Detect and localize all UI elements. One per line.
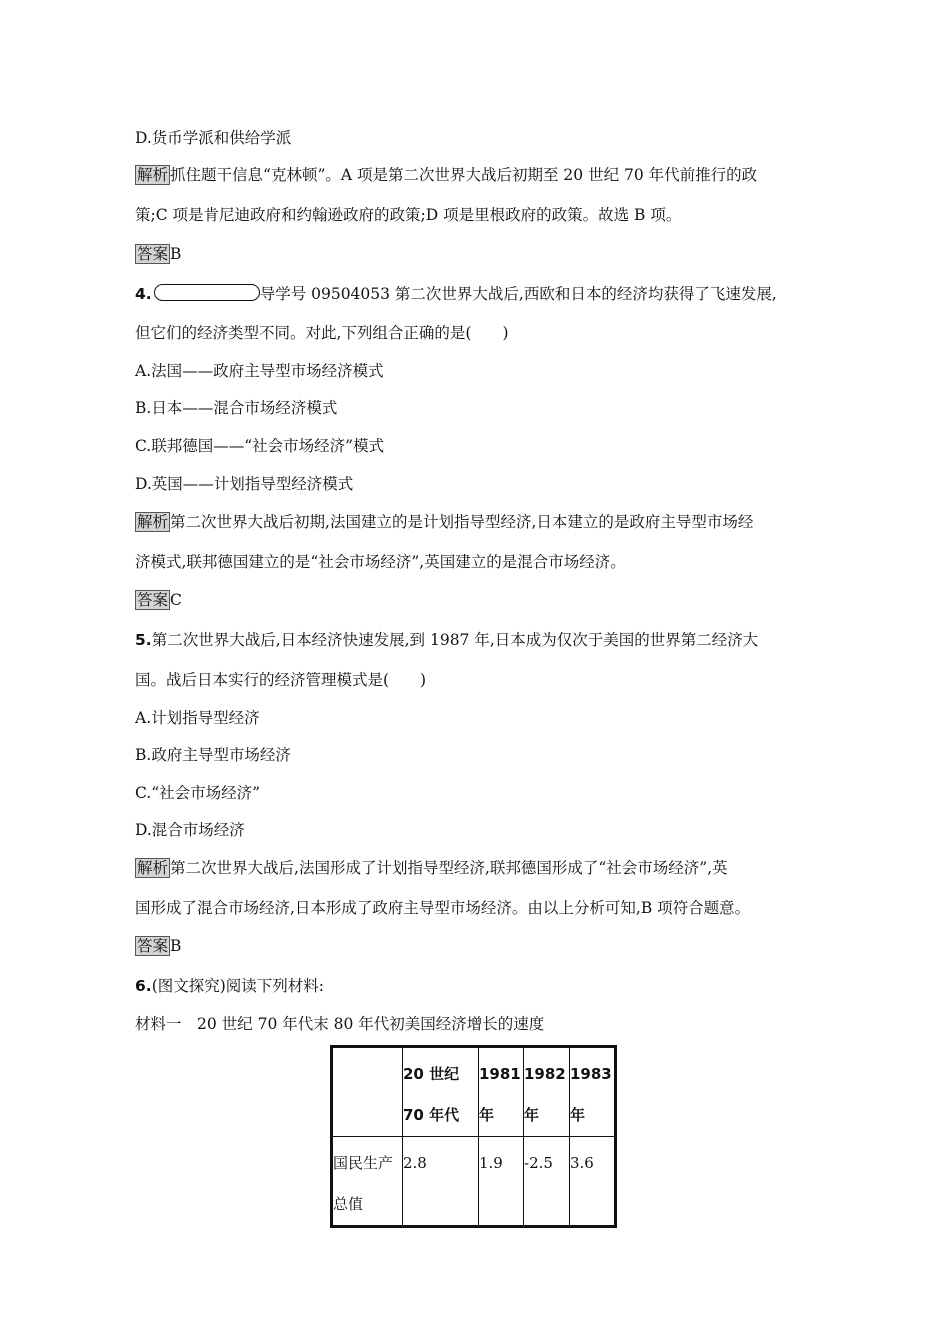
q3-answer [135,243,181,265]
q5-stem-line-1 [135,629,758,651]
q5-stem-line-2: 国。战后日本实行的经济管理模式是( ) [135,671,427,689]
answer-value: B [170,937,182,955]
question-stem: (图文探究)阅读下列材料: [151,977,325,995]
table-cell: 2.8 [403,1137,479,1227]
q5-option-b: B.政府主导型市场经济 [135,746,291,764]
q5-analysis-line-1 [135,857,728,879]
q5-option-d: D.混合市场经济 [135,821,245,839]
q6-stem [135,975,324,997]
table-cell: 1.9 [479,1137,524,1227]
table-header-cell [332,1047,403,1137]
table-row-label: 国民生产总值 [332,1137,403,1227]
analysis-tag: 解析 [137,513,169,531]
analysis-text: 抓住题干信息“克林顿”。A 项是第二次世界大战后初期至 20 世纪 70 年代前推行的政 [170,166,758,184]
guide-number-box-icon [154,284,260,301]
table-header-cell: 1982 年 [524,1047,570,1137]
analysis-tag: 解析 [137,859,169,877]
answer-tag: 答案 [137,591,169,609]
q4-stem-line-1 [135,283,777,305]
question-number: 5. [135,631,152,649]
answer-tag: 答案 [137,245,169,263]
table-header-cell: 1983 年 [570,1047,616,1137]
question-number: 4. [135,285,152,303]
q4-stem-line-2: 但它们的经济类型不同。对此,下列组合正确的是( ) [135,324,509,342]
analysis-tag: 解析 [137,166,169,184]
material-title: 材料一 20 世纪 70 年代末 80 年代初美国经济增长的速度 [135,1015,545,1033]
answer-tag: 答案 [137,937,169,955]
q5-option-c: C.“社会市场经济” [135,784,261,802]
table-row [332,1137,616,1227]
table-cell: -2.5 [524,1137,570,1227]
q4-answer [135,589,182,611]
q4-analysis-line-1 [135,511,753,533]
q5-option-a: A.计划指导型经济 [135,709,260,727]
question-stem: 导学号 09504053 第二次世界大战后,西欧和日本的经济均获得了飞速发展, [259,285,777,303]
table-header-row [332,1047,616,1137]
q4-option-d: D.英国——计划指导型经济模式 [135,475,354,493]
analysis-text: 第二次世界大战后,法国形成了计划指导型经济,联邦德国形成了“社会市场经济”,英 [170,859,728,877]
q4-option-c: C.联邦德国——“社会市场经济”模式 [135,437,385,455]
q3-analysis-line-2: 策;C 项是肯尼迪政府和约翰逊政府的政策;D 项是里根政府的政策。故选 B 项。 [135,206,682,224]
table-header-cell: 20 世纪 70 年代 [403,1047,479,1137]
q4-analysis-line-2: 济模式,联邦德国建立的是“社会市场经济”,英国建立的是混合市场经济。 [135,553,626,571]
q3-analysis-line-1 [135,164,757,186]
growth-table [330,1045,617,1228]
analysis-text: 第二次世界大战后初期,法国建立的是计划指导型经济,日本建立的是政府主导型市场经 [170,513,754,531]
question-stem: 第二次世界大战后,日本经济快速发展,到 1987 年,日本成为仅次于美国的世界第二经济大 [151,631,759,649]
table-header-cell: 1981 年 [479,1047,524,1137]
answer-value: B [170,245,182,263]
q5-answer [135,935,181,957]
q5-analysis-line-2: 国形成了混合市场经济,日本形成了政府主导型市场经济。由以上分析可知,B 项符合题意。 [135,899,751,917]
q4-option-a: A.法国——政府主导型市场经济模式 [135,362,384,380]
table-cell: 3.6 [570,1137,616,1227]
answer-value: C [170,591,182,609]
q3-option-d: D.货币学派和供给学派 [135,129,292,147]
question-number: 6. [135,977,152,995]
q4-option-b: B.日本——混合市场经济模式 [135,399,338,417]
